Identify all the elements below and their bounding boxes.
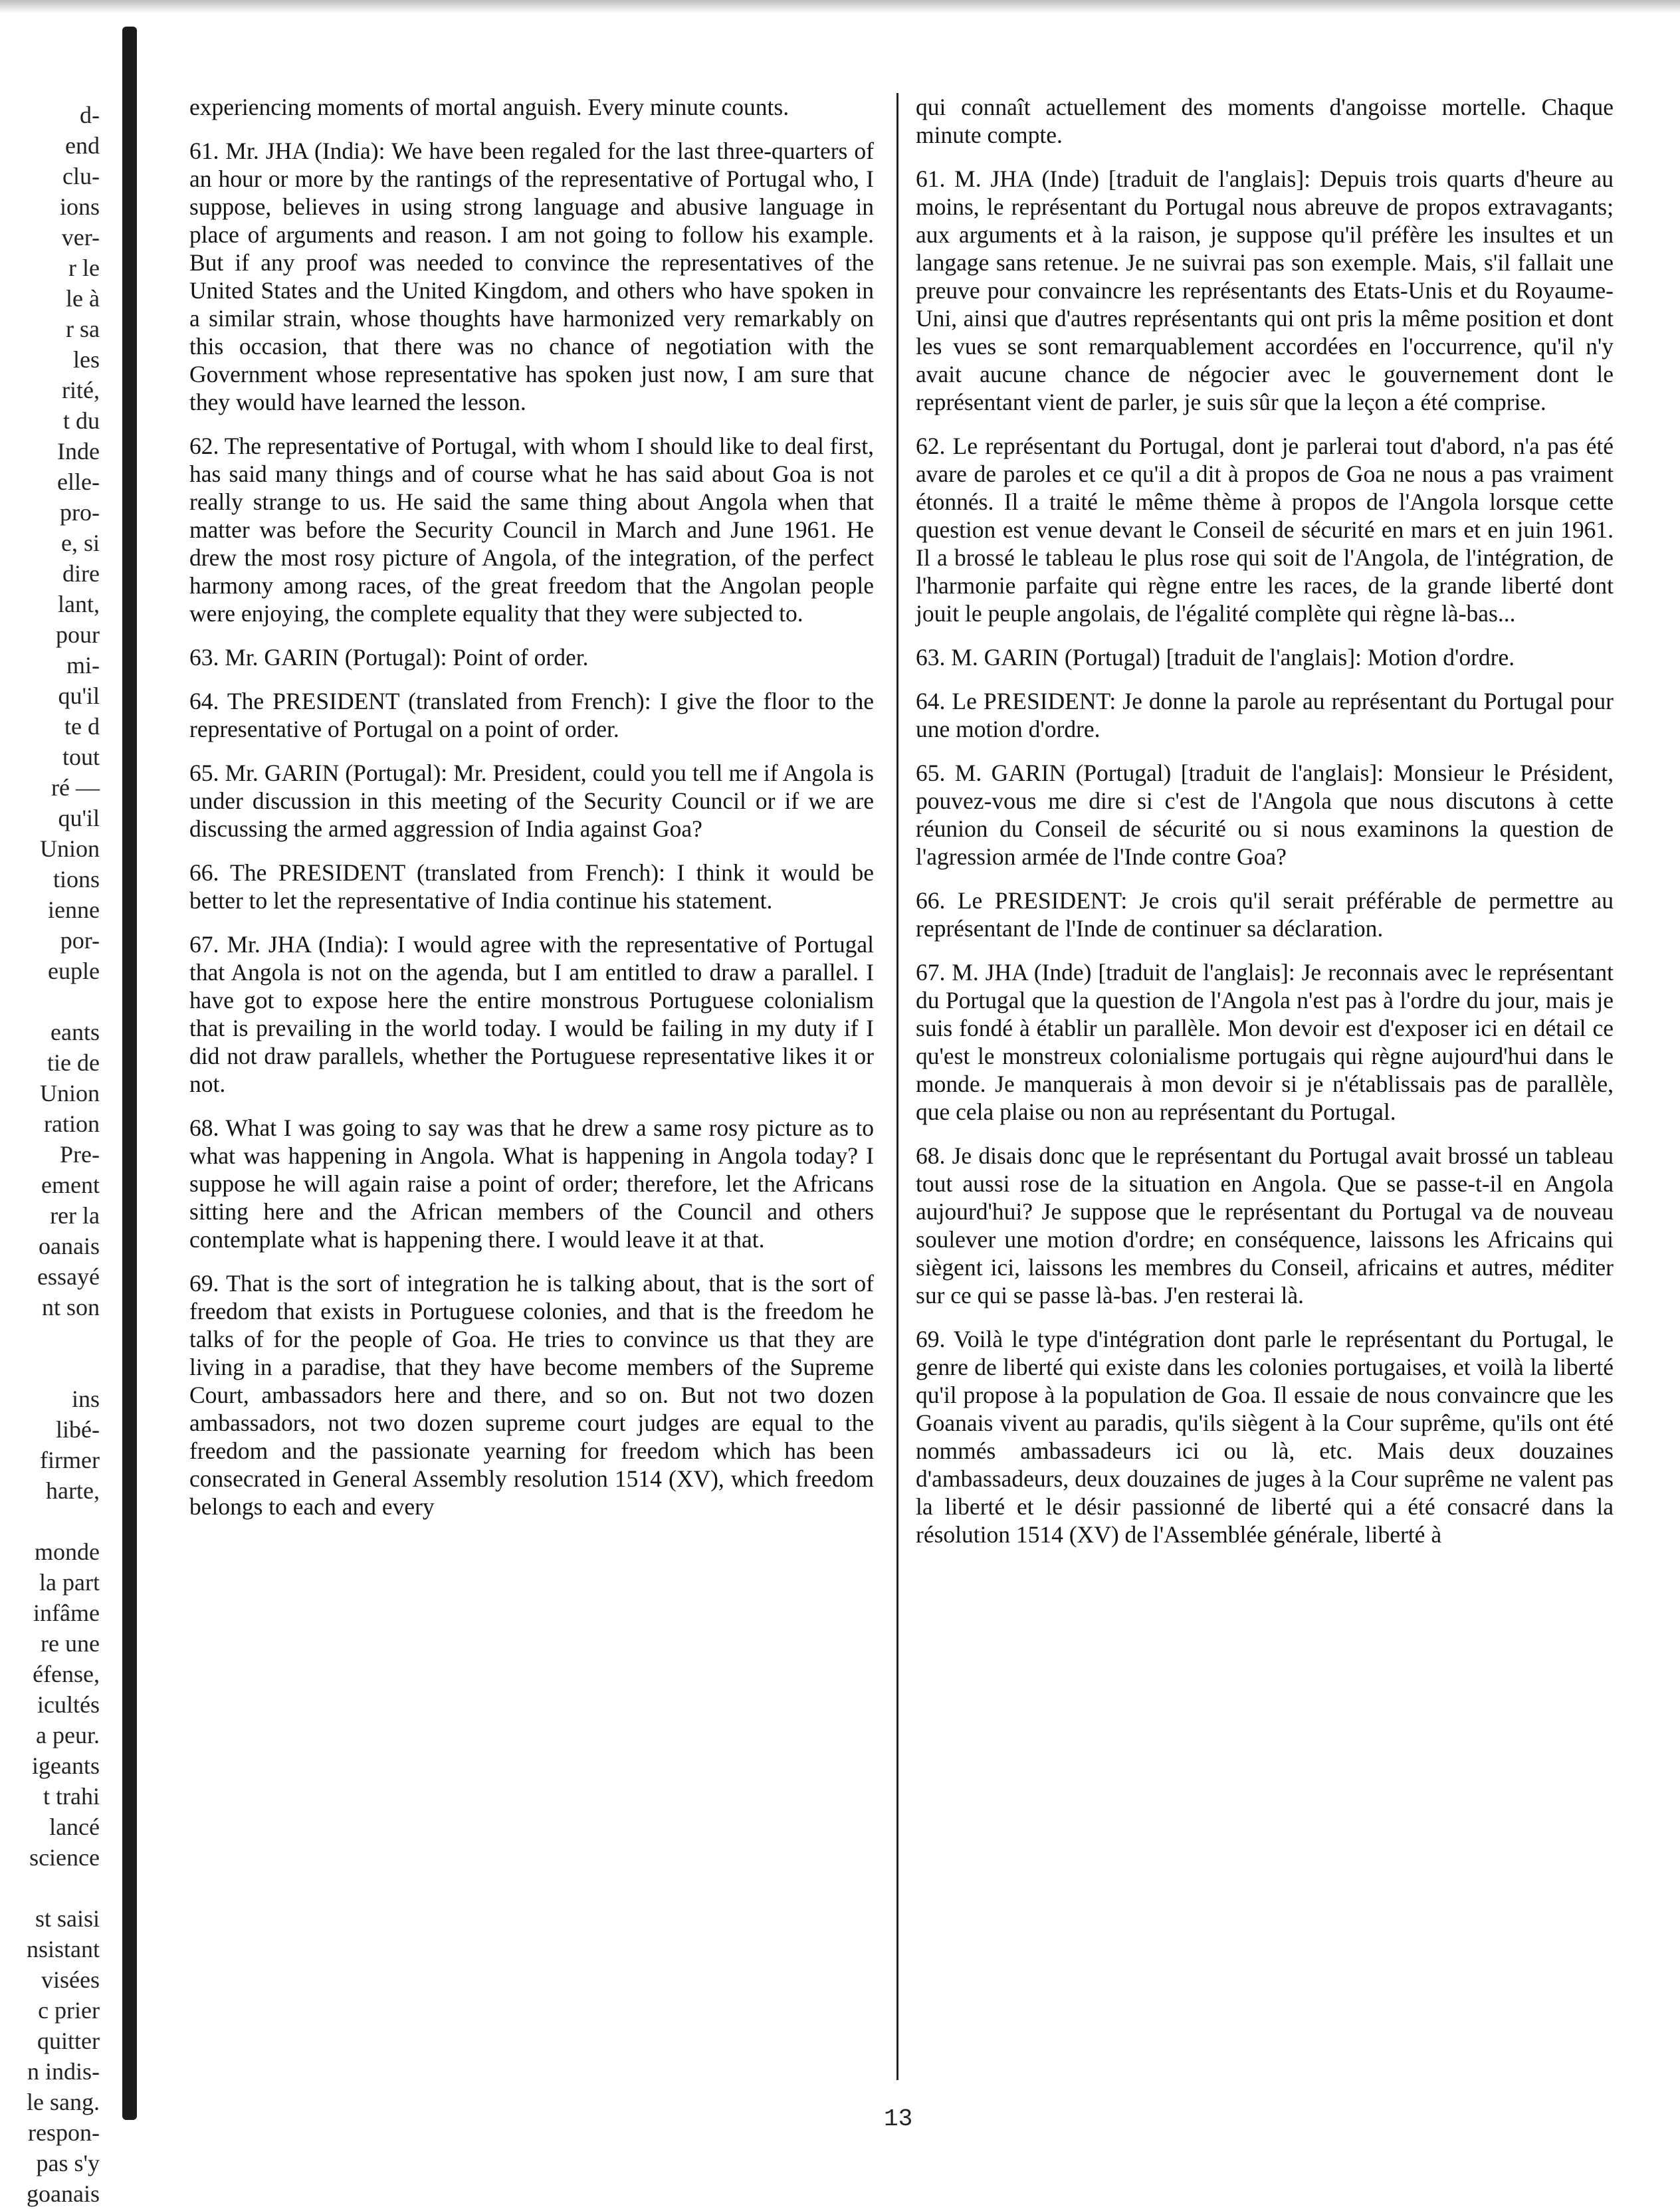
bleed-fragment: goanais	[27, 2180, 100, 2207]
bleed-fragment: science	[29, 1844, 100, 1871]
bleed-fragment	[0, 1322, 100, 1353]
paragraph: 67. M. JHA (Inde) [traduit de l'anglais]: Je reconnais avec le représentant du Portugal que la question de l'Angola n'est pas à l'ordre du jour, mais je suis fondé à établir un parallèle. Mon devoir est d'exposer ici en détail ce qu'est le monstreux colonialisme portugais qui règne aujourd'hui dans le monde. Je manquerais à mon devoir si je n'établissais pas de parallèle, que cela plaise ou non au représentant du Portugal.	[916, 959, 1614, 1125]
bleed-fragment: la part	[39, 1569, 100, 1596]
bleed-fragment: ration	[44, 1110, 100, 1137]
bleed-fragment: infâme	[33, 1600, 100, 1626]
bleed-fragment: re une	[41, 1630, 100, 1657]
paragraph: 66. Le PRESIDENT: Je crois qu'il serait préférable de permettre au représentant de l'Inde de continuer sa déclaration.	[916, 887, 1614, 942]
bleed-fragment: euple	[48, 958, 100, 984]
bleed-fragment: a peur.	[36, 1722, 100, 1748]
paragraph: 63. M. GARIN (Portugal) [traduit de l'anglais]: Motion d'ordre.	[916, 644, 1515, 671]
bleed-fragment: oanais	[39, 1233, 100, 1259]
bleed-fragment: e, si	[61, 530, 100, 556]
bleed-fragment: qu'il	[58, 805, 100, 831]
bleed-fragment: essayé	[37, 1263, 100, 1290]
paragraph: experiencing moments of mortal anguish. Every minute counts.	[189, 94, 789, 120]
bleed-fragment	[0, 986, 100, 1017]
bleed-fragment: n indis-	[27, 2058, 100, 2085]
bleed-fragment: Union	[40, 835, 100, 862]
bleed-fragment: ions	[59, 193, 100, 220]
bleed-fragment: ré —	[51, 774, 100, 801]
paragraph: 64. The PRESIDENT (translated from French): I give the floor to the representative of Portugal on a point of order.	[189, 688, 874, 742]
bleed-fragment: les	[73, 346, 100, 373]
bleed-fragment: clu-	[62, 163, 100, 189]
paragraph: 69. That is the sort of integration he is talking about, that is the sort of freedom that exists in Portuguese colonies, and that is the freedom he talks of for the people of Goa. He tries to convince us that they are living in a paradise, that they have become members of the Supreme Court, ambassadors here and there, and so on. But not two dozen ambassadors, not two dozen supreme court judges are equal to the freedom and the passionate yearning for freedom which has been consecrated in General Assembly resolution 1514 (XV), which freedom belongs to each and every	[189, 1270, 874, 1520]
paragraph: 61. Mr. JHA (India): We have been regaled for the last three-quarters of an hour or more by the rantings of the representative of Portugal who, I suppose, believes in using strong language and abusive language in place of arguments and reason. I am not going to follow his example. But if any proof was needed to convince the representatives of the United States and the United Kingdom, and others who have spoken in a similar strain, whose thoughts have harmonized very remarkably on this occasion, that there was no chance of negotiation with the Government whose representative has spoken just now, I am sure that they would have learned the lesson.	[189, 138, 874, 415]
bleed-fragment: end	[65, 132, 100, 159]
bleed-fragment: monde	[35, 1538, 100, 1565]
bleed-fragment: st saisi	[35, 1905, 100, 1932]
bleed-fragment: r sa	[66, 316, 100, 342]
bleed-fragment: lancé	[49, 1814, 100, 1840]
paragraph: 62. Le représentant du Portugal, dont je parlerai tout d'abord, n'a pas été avare de paroles et ce qu'il a dit à propos de Goa ne nous a pas vraiment étonnés. Il a traité le même thème à propos de l'Angola lorsque cette question est venue devant le Conseil de sécurité en mars et en juin 1961. Il a brossé le tableau le plus rose qui soit de l'Angola, de l'intégration, de l'harmonie parfaite qui règne entre les races, de la grande liberté dont jouit le peuple angolais, de l'égalité complète qui règne là-bas...	[916, 433, 1614, 627]
bleed-fragment: Inde	[57, 438, 100, 465]
bleed-fragment: d-	[80, 102, 100, 128]
bleed-fragment: r le	[68, 255, 100, 281]
bleed-fragment: le sang.	[27, 2089, 100, 2115]
french-column	[916, 93, 1614, 1564]
bleed-fragment: éfense,	[33, 1661, 100, 1687]
bleed-fragment: harte,	[46, 1477, 100, 1504]
bleed-fragment: respon-	[28, 2119, 100, 2146]
bleed-fragment: le à	[66, 285, 100, 312]
bleed-fragment: pro-	[60, 499, 100, 526]
bleed-fragment: tie de	[47, 1049, 100, 1076]
bleed-fragment: libé-	[56, 1416, 100, 1443]
bleed-fragment: rer la	[50, 1202, 100, 1229]
bleed-fragment: por-	[60, 927, 100, 954]
bleed-fragment: ienne	[48, 896, 100, 923]
bleed-fragment: nsistant	[26, 1936, 100, 1962]
bleed-fragment: ins	[71, 1386, 100, 1412]
paragraph: 64. Le PRESIDENT: Je donne la parole au représentant du Portugal pour une motion d'ordre.	[916, 688, 1614, 742]
bleed-fragment: qu'il	[58, 683, 100, 709]
bleed-fragment: dire	[62, 560, 100, 587]
adjacent-page-bleed	[0, 100, 100, 2207]
paragraph: qui connaît actuellement des moments d'angoisse mortelle. Chaque minute compte.	[916, 94, 1614, 148]
paragraph: 66. The PRESIDENT (translated from French): I think it would be better to let the representative of India continue his statement.	[189, 859, 874, 914]
bleed-fragment: nt son	[41, 1294, 100, 1320]
paragraph: 65. Mr. GARIN (Portugal): Mr. President, could you tell me if Angola is under discussion in this meeting of the Security Council or if we are discussing the armed aggression of India against Goa?	[189, 760, 874, 842]
bleed-fragment: elle-	[57, 469, 100, 495]
binding-shadow	[122, 27, 137, 2120]
bleed-fragment: ement	[41, 1172, 100, 1198]
bleed-fragment: t trahi	[43, 1783, 100, 1810]
bleed-fragment: mi-	[66, 652, 100, 679]
paragraph: 68. Je disais donc que le représentant du Portugal avait brossé un tableau tout aussi rose de la situation en Angola. Que se passe-t-il en Angola aujourd'hui? Je suppose que le représentant du Portugal va de nouveau soulever une motion d'ordre; en conséquence, laissons les Africains qui siègent ici, laissons les membres du Conseil, africains et autres, méditer sur ce qui se passe là-bas. J'en resterai là.	[916, 1142, 1614, 1309]
page-number: 13	[884, 2105, 913, 2133]
paragraph: 67. Mr. JHA (India): I would agree with the representative of Portugal that Angola is not on the agenda, but I am entitled to draw a parallel. I have got to expose here the entire monstrous Portuguese colonialism that is prevailing in the world today. I would be failing in my duty if I did not draw parallels, whether the Portuguese representative likes it or not.	[189, 931, 874, 1097]
bleed-fragment: tions	[52, 866, 100, 893]
bleed-fragment	[0, 1506, 100, 1536]
bleed-fragment: c prier	[38, 1997, 100, 2024]
bleed-fragment: icultés	[37, 1691, 100, 1718]
paragraph: 63. Mr. GARIN (Portugal): Point of order.	[189, 644, 589, 671]
bleed-fragment	[0, 1873, 100, 1903]
bleed-fragment	[0, 1353, 100, 1384]
column-divider	[896, 93, 898, 2080]
bleed-fragment: firmer	[40, 1447, 100, 1473]
bleed-fragment: Union	[40, 1080, 100, 1106]
english-column	[189, 93, 874, 1536]
paragraph: 61. M. JHA (Inde) [traduit de l'anglais]: Depuis trois quarts d'heure au moins, le représentant du Portugal nous abreuve de propos extravagants; aux arguments et à la raison, je suppose qu'il préfère les insultes et un langage sans retenue. Je ne suivrai pas son exemple. Mais, s'il fallait une preuve pour convaincre les représentants des Etats-Unis et du Royaume-Uni, ainsi que d'autres représentants qui ont pris la même position et dont les vues se sont remarquablement accordées en l'occurrence, qu'il n'y avait aucune chance de négocier avec le gouvernement dont le représentant vient de parler, je suis sûr que la leçon a été comprise.	[916, 165, 1614, 415]
paragraph: 65. M. GARIN (Portugal) [traduit de l'anglais]: Monsieur le Président, pouvez-vous me dire si c'est de l'Angola que nous discutons à cette réunion du Conseil de sécurité ou si nous examinons la question de l'agression armée de l'Inde contre Goa?	[916, 760, 1614, 870]
bleed-fragment: lant,	[58, 591, 100, 617]
bleed-fragment: pour	[56, 621, 100, 648]
bleed-fragment: ver-	[61, 224, 100, 251]
paragraph: 62. The representative of Portugal, with whom I should like to deal first, has said many things and of course what he has said about Goa is not really strange to us. He said the same thing about Angola when that matter was before the Security Council in March and June 1961. He drew the most rosy picture of Angola, of the integration, of the perfect harmony among races, of the great freedom that the Angolan people were enjoying, the complete equality that they were subjected to.	[189, 433, 874, 627]
bleed-fragment: igeants	[32, 1752, 100, 1779]
bleed-fragment: Pre-	[60, 1141, 100, 1168]
bleed-fragment: pas s'y	[36, 2150, 100, 2176]
bleed-fragment: visées	[41, 1966, 100, 1993]
bleed-fragment: te d	[64, 713, 100, 740]
paragraph: 69. Voilà le type d'intégration dont parle le représentant du Portugal, le genre de liberté qui existe dans les colonies portugaises, et voilà la liberté qu'il propose à la population de Goa. Il essaie de nous convaincre que les Goanais vivent au paradis, qu'ils siègent à la Cour suprême, qu'ils ont été nommés ambassadeurs ici ou là, etc. Mais deux douzaines d'ambassadeurs, deux douzaines de juges à la Cour suprême ne valent pas la liberté et le désir passionné de liberté qui a été consacré dans la résolution 1514 (XV) de l'Assemblée générale, liberté à	[916, 1326, 1614, 1548]
bleed-fragment: eants	[51, 1019, 100, 1045]
bleed-fragment: tout	[62, 744, 100, 770]
paragraph: 68. What I was going to say was that he drew a same rosy picture as to what was happening in Angola. What is happening in Angola today? I suppose he will again raise a point of order; therefore, let the Africans sitting here and the African members of the Council and others contemplate what is happening there. I would leave it at that.	[189, 1114, 874, 1253]
bleed-fragment: t du	[62, 407, 100, 434]
scan-top-edge	[0, 0, 1680, 13]
bleed-fragment: quitter	[37, 2028, 100, 2054]
bleed-fragment: rité,	[62, 377, 100, 403]
